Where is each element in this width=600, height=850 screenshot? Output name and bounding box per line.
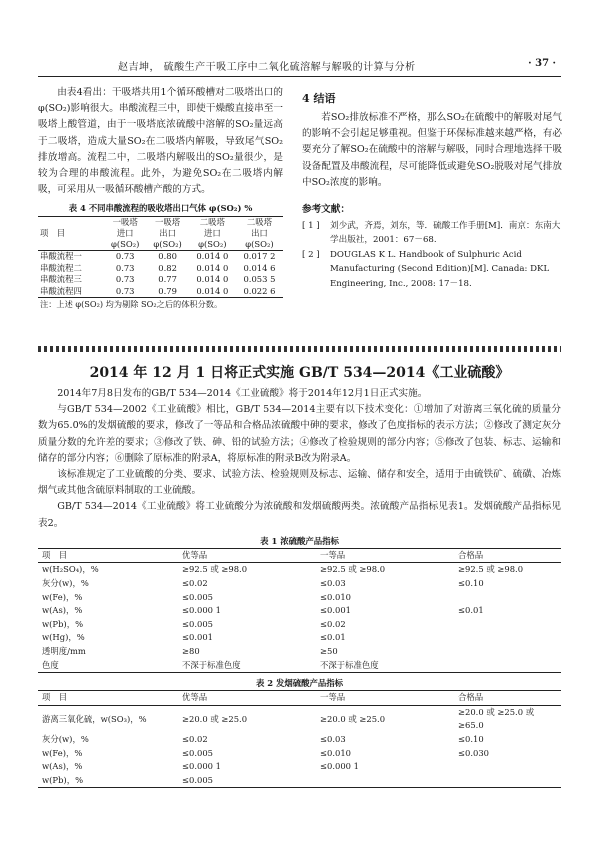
table-cell: ≤0.005 bbox=[182, 747, 213, 758]
table2-caption: 表 2 发烟硫酸产品指标 bbox=[255, 678, 344, 689]
running-header: 赵吉坤， 硫酸生产干吸工序中二氧化硫溶解与解吸的计算与分析 bbox=[118, 62, 416, 73]
table4-header: 项 目 bbox=[40, 228, 66, 239]
table2-header: 合格品 bbox=[458, 692, 484, 703]
table-row bbox=[38, 286, 283, 298]
table-cell: ≤0.10 bbox=[458, 733, 484, 744]
table-cell: ≥92.5 或 ≥98.0 bbox=[458, 564, 524, 575]
table2-header: 优等品 bbox=[182, 692, 208, 703]
table-cell: ≤0.01 bbox=[320, 632, 346, 643]
table-cell: ≤0.03 bbox=[320, 733, 346, 744]
table-cell: 串酸流程二 bbox=[40, 262, 82, 273]
table-cell: 串酸流程四 bbox=[40, 285, 82, 296]
table-row bbox=[38, 563, 561, 577]
table-cell bbox=[454, 760, 561, 774]
decorative-separator bbox=[38, 346, 561, 352]
table-cell: 串酸流程三 bbox=[40, 274, 82, 285]
table-cell: ≥92.5 或 ≥98.0 bbox=[182, 564, 248, 575]
table-cell: ≤0.000 1 bbox=[320, 761, 359, 772]
table-cell bbox=[454, 631, 561, 645]
table-cell bbox=[454, 659, 561, 673]
table-cell: w(Hg)，% bbox=[42, 632, 85, 643]
table-cell: ≤0.01 bbox=[458, 605, 484, 616]
table-row bbox=[38, 747, 561, 761]
reference-item bbox=[302, 248, 562, 291]
table-cell: ≥20.0 或 ≥25.0 bbox=[182, 713, 248, 724]
table-cell bbox=[316, 774, 454, 788]
news-paragraph: 2014年7月8日发布的GB/T 534—2014《工业硫酸》将于2014年12月1日正式实施。 bbox=[57, 388, 428, 399]
table-row bbox=[38, 577, 561, 591]
table-row bbox=[38, 251, 283, 263]
table-cell: w(As)，% bbox=[42, 605, 83, 616]
table-cell: 0.73 bbox=[115, 262, 135, 273]
table-cell: 0.73 bbox=[115, 274, 135, 285]
table-row bbox=[38, 631, 561, 645]
table-cell: 不深于标准色度 bbox=[320, 659, 379, 670]
table-cell: ≤0.10 bbox=[458, 578, 484, 589]
table-row bbox=[38, 659, 561, 673]
table-row bbox=[38, 705, 561, 733]
table-cell: 0.053 5 bbox=[243, 274, 276, 285]
table-row bbox=[38, 263, 283, 275]
table-cell: ≥20.0 或 ≥25.0 bbox=[320, 713, 386, 724]
table-cell: w(As)，% bbox=[42, 761, 83, 772]
table1 bbox=[38, 548, 561, 673]
table-cell: ≤0.03 bbox=[320, 578, 346, 589]
table-cell: ≥92.5 或 ≥98.0 bbox=[320, 564, 386, 575]
table-cell bbox=[454, 774, 561, 788]
table-cell: ≤0.001 bbox=[182, 632, 213, 643]
table2-header: 项 目 bbox=[42, 692, 68, 703]
table-cell: w(H₂SO₄)，% bbox=[42, 564, 99, 575]
reference-number: [ 1 ] bbox=[302, 221, 320, 232]
left-column bbox=[38, 85, 283, 310]
header-rule bbox=[38, 76, 561, 77]
table-cell: 0.79 bbox=[158, 285, 177, 296]
table1-header: 一等品 bbox=[320, 549, 346, 560]
table4-header: 二吸塔 出口 φ(SO₂) bbox=[245, 217, 274, 250]
reference-text: 刘少武，齐焉，刘东，等．硫酸工作手册[M]．南京：东南大学出版社，2001：67－68. bbox=[330, 221, 561, 246]
table-cell: 0.82 bbox=[158, 262, 177, 273]
reference-item bbox=[302, 219, 562, 248]
news-title: 2014 年 12 月 1 日将正式实施 GB/T 534—2014《工业硫酸》 bbox=[89, 365, 510, 381]
table-row bbox=[38, 733, 561, 747]
table-cell: 透明度/mm bbox=[42, 645, 86, 656]
table-cell: 0.017 2 bbox=[243, 251, 276, 262]
table-cell: ≥20.0 或 ≥25.0 或 ≥65.0 bbox=[458, 706, 535, 731]
table-row bbox=[38, 760, 561, 774]
table-cell: 串酸流程一 bbox=[40, 251, 82, 262]
table-cell: 0.014 0 bbox=[196, 285, 229, 296]
table-row bbox=[38, 591, 561, 605]
table-cell: ≤0.010 bbox=[320, 747, 351, 758]
table-cell: w(Pb)，% bbox=[42, 618, 84, 629]
table-cell: 0.73 bbox=[115, 285, 135, 296]
table-cell: 不深于标准色度 bbox=[182, 659, 241, 670]
table-cell: ≤0.02 bbox=[182, 733, 208, 744]
table-cell: w(Fe)，% bbox=[42, 591, 83, 602]
right-column bbox=[302, 90, 562, 291]
table-cell: ≤0.000 1 bbox=[182, 761, 221, 772]
references-title: 参考文献： bbox=[302, 204, 350, 216]
table-cell: ≤0.030 bbox=[458, 747, 489, 758]
table-cell: ≤0.001 bbox=[320, 605, 351, 616]
table-cell: 游离三氧化硫，w(SO₃)，% bbox=[42, 713, 147, 724]
table4 bbox=[38, 216, 283, 310]
table1-header: 项 目 bbox=[42, 549, 68, 560]
table4-header: 一吸塔 进口 φ(SO₂) bbox=[111, 217, 140, 250]
table4-note: 注：上述 φ(SO₂) 均为剔除 SO₂之后的体积分数。 bbox=[40, 299, 223, 310]
table2-header-row bbox=[38, 691, 561, 706]
table-cell: ≤0.02 bbox=[182, 578, 208, 589]
news-paragraph: GB/T 534—2014《工业硫酸》将工业硫酸分为浓硫酸和发烟硫酸两类。浓硫酸产品指标见表1。发烟硫酸产品指标见表2。 bbox=[38, 501, 561, 529]
table-cell: ≤0.010 bbox=[320, 591, 351, 602]
news-paragraph: 与GB/T 534—2002《工业硫酸》相比，GB/T 534—2014主要有以下技术变化：①增加了对游离三氧化硫的质量分数为65.0%的发烟硫酸的要求，修改了一等品和合格品浓硫酸中砷的要求，修改了色度指标的表示方法；②修改了测定灰分质量分数的允许差的要求；③修改了铁、砷、铅的试验方法；④修改了检验规则的部分内容；⑤修改了包装、标志、运输和储存的部分内容；⑥删除了原标准的附录A，将原标准的附录B改为附录A。 bbox=[38, 404, 561, 464]
table-cell: w(Fe)，% bbox=[42, 747, 83, 758]
table-cell: 0.022 6 bbox=[243, 285, 276, 296]
table1-header: 合格品 bbox=[458, 549, 484, 560]
table-row bbox=[38, 274, 283, 286]
table4-header: 一吸塔 出口 φ(SO₂) bbox=[153, 217, 182, 250]
table-cell bbox=[454, 645, 561, 659]
table-cell: 0.014 0 bbox=[196, 274, 229, 285]
table-row bbox=[38, 645, 561, 659]
table-cell: 0.80 bbox=[158, 251, 177, 262]
table-cell: ≤0.005 bbox=[182, 774, 213, 785]
table-cell bbox=[454, 618, 561, 632]
table-cell: 0.014 6 bbox=[243, 262, 276, 273]
page-number: · 37 · bbox=[528, 58, 556, 69]
table-cell: 灰分(w)，% bbox=[42, 733, 89, 744]
reference-number: [ 2 ] bbox=[302, 249, 320, 260]
table-row bbox=[38, 774, 561, 788]
table2-header: 一等品 bbox=[320, 692, 346, 703]
table-cell: ≥80 bbox=[182, 645, 200, 656]
table-cell: ≤0.000 1 bbox=[182, 605, 221, 616]
table-cell: w(Pb)，% bbox=[42, 774, 84, 785]
table2 bbox=[38, 690, 561, 788]
table1-header: 优等品 bbox=[182, 549, 208, 560]
table-cell: 0.73 bbox=[115, 251, 135, 262]
table1-header-row bbox=[38, 548, 561, 563]
analysis-paragraph: 由表4看出：干吸塔共用1个循环酸槽对二吸塔出口的φ(SO₂)影响很大。串酸流程三中，即使干燥酸直接串至一吸塔上酸管道，由于一吸塔底浓硫酸中溶解的SO₂量远高于二吸塔，造成大量SO₂在二吸塔内解吸，导致尾气SO₂排放增高。流程二中，二吸塔内解吸出的SO₂量很少，是较为合理的串酸流程。此外，为避免SO₂在二吸塔内解吸，可采用从一吸循环酸槽产酸的方式。 bbox=[38, 87, 283, 196]
table-row bbox=[38, 604, 561, 618]
news-body bbox=[38, 386, 561, 788]
table-row bbox=[38, 618, 561, 632]
table1-caption: 表 1 浓硫酸产品指标 bbox=[260, 535, 339, 546]
table-cell: 0.014 0 bbox=[196, 262, 229, 273]
table4-caption: 表 4 不同串酸流程的吸收塔出口气体 φ(SO₂) % bbox=[68, 203, 253, 214]
table-cell: 0.77 bbox=[158, 274, 177, 285]
news-paragraph: 该标准规定了工业硫酸的分类、要求、试验方法、检验规则及标志、运输、储存和安全，适用于由硫铁矿、硫磺、冶炼烟气或其他含硫原料制取的工业硫酸。 bbox=[38, 469, 561, 497]
table-cell: ≤0.005 bbox=[182, 591, 213, 602]
table-cell: 0.014 0 bbox=[196, 251, 229, 262]
table-cell: 色度 bbox=[42, 659, 59, 670]
table-cell: ≤0.005 bbox=[182, 618, 213, 629]
reference-text: DOUGLAS K L. Handbook of Sulphuric Acid Manufacturing (Second Edition)[M]. Canada: DKL Engineering, Inc., 2008: 17－18. bbox=[330, 249, 550, 289]
table-cell bbox=[454, 591, 561, 605]
table-cell: ≤0.02 bbox=[320, 618, 346, 629]
table4-header: 二吸塔 进口 φ(SO₂) bbox=[198, 217, 227, 250]
section-title: 4 结语 bbox=[302, 92, 336, 105]
conclusion-paragraph: 若SO₂排放标准不严格，那么SO₂在硫酸中的解吸对尾气的影响不会引起足够重视。但鉴于环保标准越来越严格，有必要充分了解SO₂在硫酸中的溶解与解吸，同时合理地选择干吸设备配置及串酸流程，尽可能降低或避免SO₂脱吸对尾气排放中SO₂浓度的影响。 bbox=[302, 112, 562, 188]
table-cell: ≥50 bbox=[320, 645, 338, 656]
table4-header-row bbox=[38, 217, 283, 251]
table-cell: 灰分(w)，% bbox=[42, 578, 89, 589]
